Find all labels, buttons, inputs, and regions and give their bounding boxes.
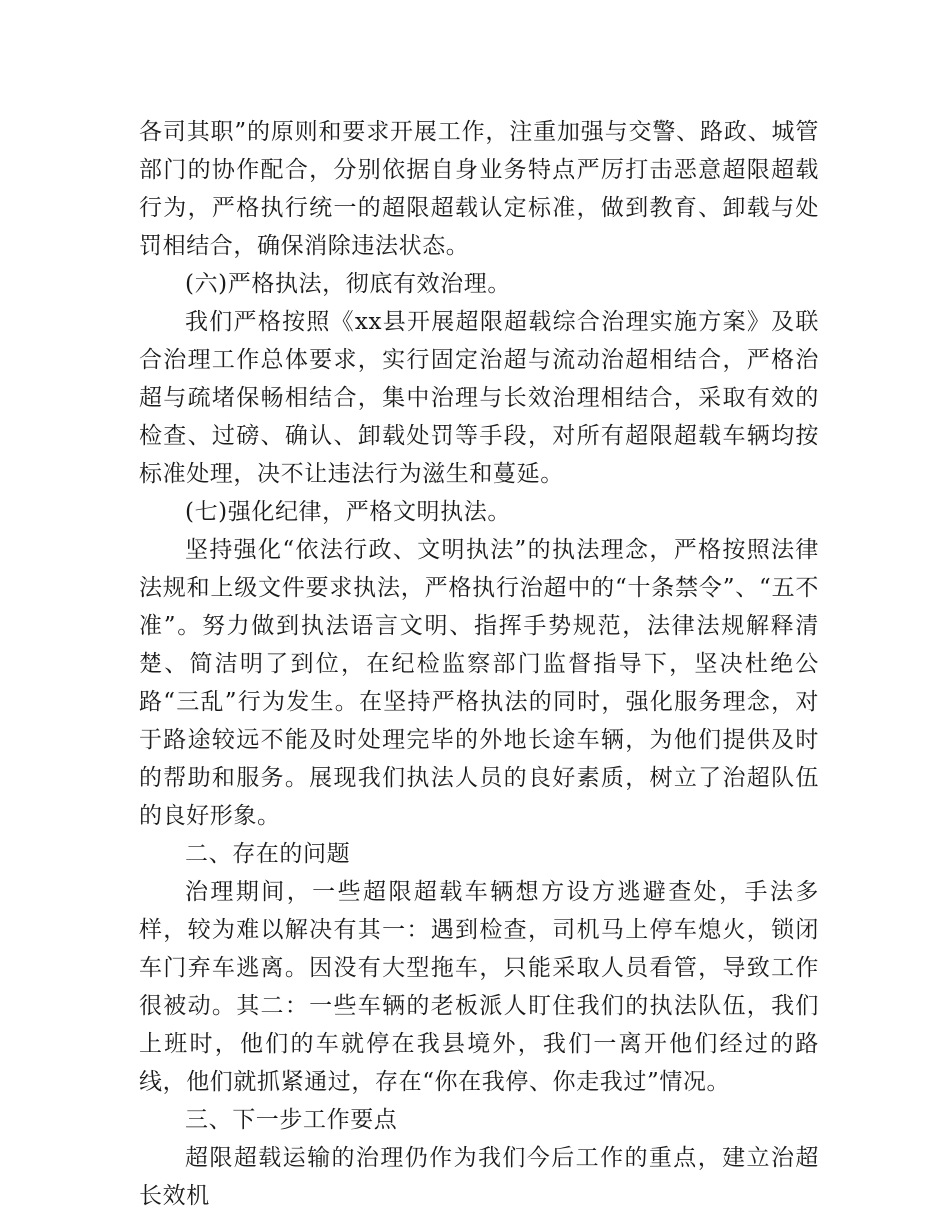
section-heading-7: (七)强化纪律，严格文明执法。 (185, 499, 511, 525)
paragraph-next-steps: 超限超载运输的治理仍作为我们今后工作的重点，建立治超长效机 (139, 1145, 819, 1209)
section-heading-problems: 二、存在的问题 (185, 841, 351, 867)
paragraph-discipline: 坚持强化“依法行政、文明执法”的执法理念，严格按照法律法规和上级文件要求执法，严格执行治超中的“十条禁令”、“五不准”。努力做到执法语言文明、指挥手势规范，法律法规解释清楚、简洁明了到位，在纪检监察部门监督指导下，坚决杜绝公路“三乱”行为发生。在坚持严格执法的同时，强化服务理念，对于路途较远不能及时处理完毕的外地长途车辆，为他们提供及时的帮助和服务。展现我们执法人员的良好素质，树立了治超队伍的良好形象。 (139, 537, 819, 829)
section-heading-next-steps: 三、下一步工作要点 (185, 1107, 398, 1133)
document-body (139, 113, 819, 1215)
paragraph-strict-enforcement: 我们严格按照《xx县开展超限超载综合治理实施方案》及联合治理工作总体要求，实行固定治超与流动治超相结合，严格治超与疏堵保畅相结合，集中治理与长效治理相结合，采取有效的检查、过磅、确认、卸载处罚等手段，对所有超限超载车辆均按标准处理，决不让违法行为滋生和蔓延。 (139, 309, 819, 487)
paragraph-continuation: 各司其职”的原则和要求开展工作，注重加强与交警、路政、城管部门的协作配合，分别依据自身业务特点严厉打击恶意超限超载行为，严格执行统一的超限超载认定标准，做到教育、卸载与处罚相结合，确保消除违法状态。 (139, 119, 819, 259)
paragraph-problems: 治理期间，一些超限超载车辆想方设方逃避查处，手法多样，较为难以解决有其一：遇到检查，司机马上停车熄火，锁闭车门弃车逃离。因没有大型拖车，只能采取人员看管，导致工作很被动。其二：一些车辆的老板派人盯住我们的执法队伍，我们上班时，他们的车就停在我县境外，我们一离开他们经过的路线，他们就抓紧通过，存在“你在我停、你走我过”情况。 (139, 879, 819, 1095)
section-heading-6: (六)严格执法，彻底有效治理。 (185, 271, 511, 297)
